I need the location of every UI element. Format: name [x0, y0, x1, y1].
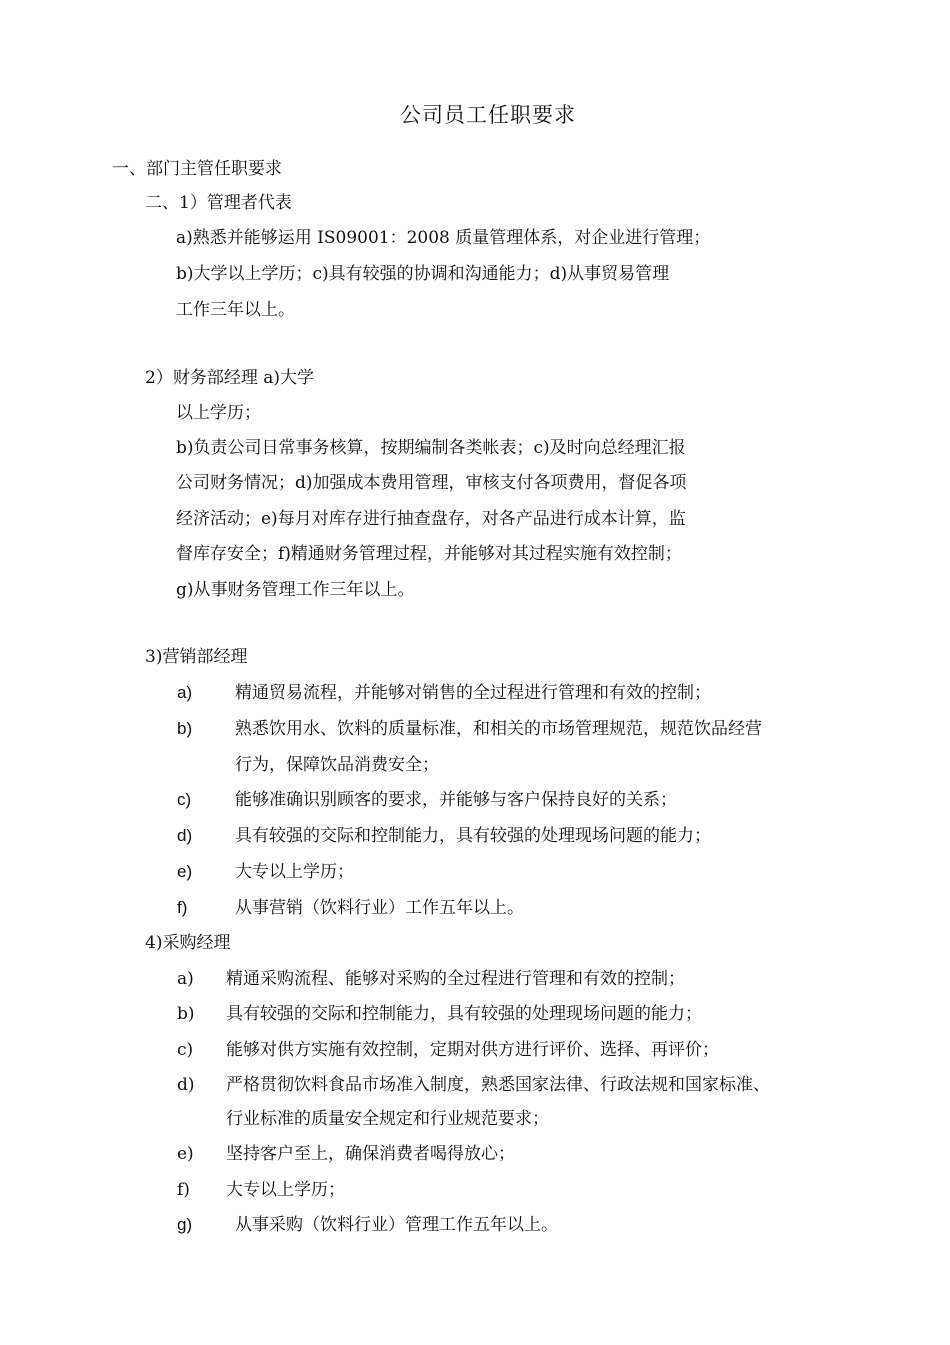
subsection-heading-management-rep: 二、1）管理者代表 — [145, 193, 292, 213]
body-line: g)从事财务管理工作三年以上。 — [176, 580, 415, 600]
page-title: 公司员工任职要求 — [400, 103, 576, 127]
list-marker: f) — [177, 1180, 190, 1200]
list-marker: e) — [177, 1144, 194, 1164]
list-item-continuation: 行为，保障饮品消费安全； — [235, 755, 439, 775]
list-marker: f) — [177, 898, 188, 917]
body-line: 以上学历； — [176, 403, 261, 423]
list-item-text: 从事采购（饮料行业）管理工作五年以上。 — [235, 1215, 558, 1235]
subsection-heading-finance-manager: 2）财务部经理 a)大学 — [145, 368, 314, 388]
list-item-text: 能够对供方实施有效控制，定期对供方进行评价、选择、再评价； — [226, 1040, 719, 1060]
list-item-text: 熟悉饮用水、饮料的质量标准，和相关的市场管理规范，规范饮品经营 — [235, 719, 762, 739]
list-marker: b) — [177, 1004, 195, 1024]
body-line: b)负责公司日常事务核算，按期编制各类帐表；c)及时向总经理汇报 — [176, 438, 686, 458]
subsection-heading-sales-manager: 3)营销部经理 — [145, 647, 248, 667]
subsection-heading-purchasing-manager: 4)采购经理 — [145, 933, 231, 953]
section-heading: 一、部门主管任职要求 — [112, 159, 282, 179]
body-line: 工作三年以上。 — [176, 300, 295, 320]
body-line: 公司财务情况；d)加强成本费用管理，审核支付各项费用，督促各项 — [176, 473, 687, 493]
list-item-text: 从事营销（饮料行业）工作五年以上。 — [235, 898, 524, 918]
list-item-text: 大专以上学历； — [226, 1180, 345, 1200]
list-marker: e) — [177, 862, 193, 881]
body-line: 督库存安全；f)精通财务管理过程，并能够对其过程实施有效控制； — [176, 544, 682, 564]
list-item-text: 大专以上学历； — [235, 862, 354, 882]
list-item-text: 精通贸易流程，并能够对销售的全过程进行管理和有效的控制； — [235, 683, 711, 703]
list-item-continuation: 行业标准的质量安全规定和行业规范要求； — [226, 1109, 549, 1129]
list-item-text: 坚持客户至上，确保消费者喝得放心； — [226, 1144, 515, 1164]
body-line: a)熟悉并能够运用 IS09001：2008 质量管理体系，对企业进行管理； — [176, 228, 711, 248]
list-marker: c) — [177, 1040, 194, 1060]
list-item-text: 严格贯彻饮料食品市场准入制度，熟悉国家法律、行政法规和国家标准、 — [226, 1075, 770, 1095]
list-marker: d) — [177, 826, 193, 845]
body-line: 经济活动；e)每月对库存进行抽查盘存，对各产品进行成本计算，监 — [176, 509, 686, 529]
list-item-text: 精通采购流程、能够对采购的全过程进行管理和有效的控制； — [226, 969, 685, 989]
list-marker: c) — [177, 790, 192, 809]
list-marker: b) — [177, 719, 193, 738]
list-marker: a) — [177, 969, 194, 989]
list-item-text: 具有较强的交际和控制能力，具有较强的处理现场问题的能力； — [226, 1004, 702, 1024]
list-item-text: 具有较强的交际和控制能力，具有较强的处理现场问题的能力； — [235, 826, 711, 846]
list-item-text: 能够准确识别顾客的要求，并能够与客户保持良好的关系； — [235, 790, 677, 810]
list-marker: a) — [177, 683, 193, 702]
list-marker: g) — [177, 1215, 193, 1234]
list-marker: d) — [177, 1075, 195, 1095]
body-line: b)大学以上学历；c)具有较强的协调和沟通能力；d)从事贸易管理 — [176, 264, 670, 284]
